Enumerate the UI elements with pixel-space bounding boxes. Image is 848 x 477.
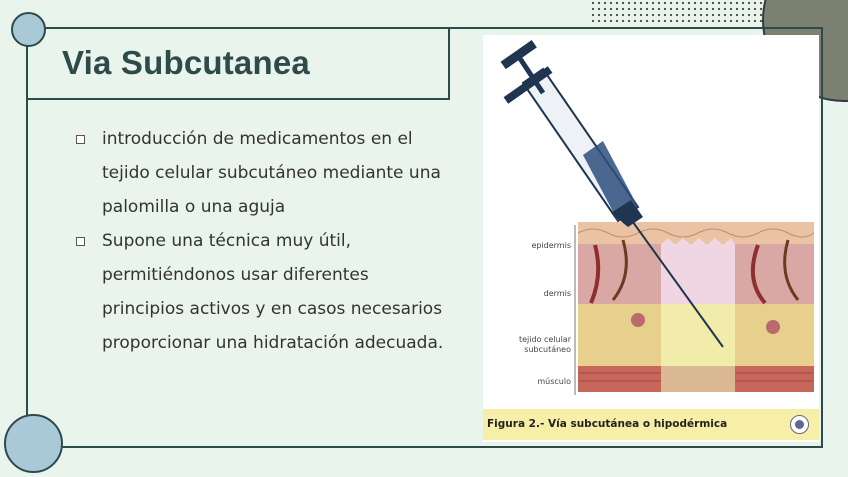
publisher-logo-icon [790,415,809,434]
bullet-text: Supone una técnica muy útil, permitiéndonos usar diferentes principios activos y en casos necesarios proporcionar una hidratación adecuada. [102,231,444,353]
bullet-square-icon [76,237,85,246]
bullet-square-icon [76,135,85,144]
bullet-text: introducción de medicamentos en el tejido celular subcutáneo mediante una palomilla o una aguja [102,129,441,217]
bullet-item [76,122,456,224]
label-tejido-line1: tejido celular [518,335,571,344]
figure-caption: Figura 2.- Vía subcutánea o hipodérmica [487,418,728,430]
dot-pattern-decoration [590,0,790,22]
bullet-list [76,122,456,360]
label-epidermis: epidermis [531,241,571,250]
top-left-circle-decoration [11,12,46,47]
label-tejido-line2: subcutáneo [524,345,571,354]
bottom-left-circle-decoration [4,414,63,473]
slide-title: Via Subcutanea [62,44,310,81]
bullet-item [76,224,456,360]
label-dermis: dermis [543,289,571,298]
label-musculo: músculo [537,377,571,386]
figure-image [483,35,819,442]
